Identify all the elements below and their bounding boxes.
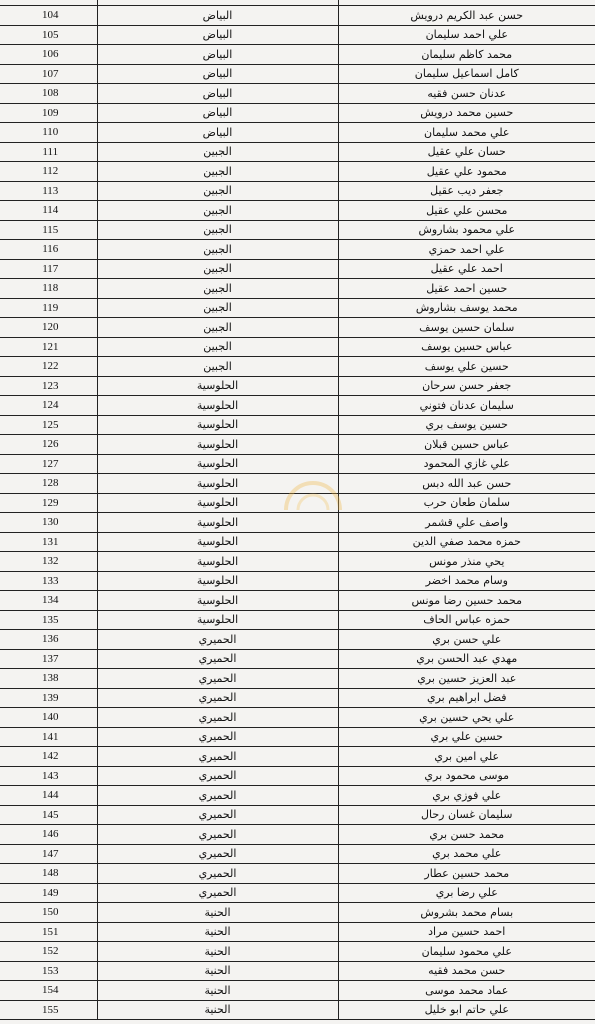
row-number: 110: [0, 123, 97, 143]
village-name: الجبين: [97, 357, 338, 377]
person-name: سليمان غسان رحال: [338, 805, 595, 825]
table-row: [0, 493, 595, 513]
village-name: الحميري: [97, 630, 338, 650]
village-name: البياض: [97, 84, 338, 104]
row-number: 106: [0, 45, 97, 65]
person-name: بسام محمد بشروش: [338, 903, 595, 923]
person-name: جعفر ديب عقيل: [338, 181, 595, 201]
table-row: [0, 883, 595, 903]
person-name: محسن علي عقيل: [338, 201, 595, 221]
row-number: 112: [0, 162, 97, 182]
table-row: [0, 688, 595, 708]
person-name: حسن محمد فقيه: [338, 961, 595, 981]
row-number: 131: [0, 532, 97, 552]
row-number: 113: [0, 181, 97, 201]
table-row: [0, 669, 595, 689]
person-name: عباس حسين قبلان: [338, 435, 595, 455]
table-row: [0, 708, 595, 728]
table-row: [0, 357, 595, 377]
person-name: محمد حسين رضا مونس: [338, 591, 595, 611]
table-row: [0, 1000, 595, 1020]
person-name: جعفر حسن سرحان: [338, 376, 595, 396]
row-number: 126: [0, 435, 97, 455]
village-name: الحميري: [97, 747, 338, 767]
person-name: محمد كاظم سليمان: [338, 45, 595, 65]
row-number: 149: [0, 883, 97, 903]
person-name: كامل اسماعيل سليمان: [338, 64, 595, 84]
person-name: علي حسن بري: [338, 630, 595, 650]
table-row: [0, 181, 595, 201]
row-number: 143: [0, 766, 97, 786]
village-name: الحنية: [97, 903, 338, 923]
village-name: البياض: [97, 103, 338, 123]
table-row: [0, 298, 595, 318]
person-name: علي محمود سليمان: [338, 942, 595, 962]
row-number: 111: [0, 142, 97, 162]
table-row: [0, 747, 595, 767]
table-row: [0, 786, 595, 806]
village-name: الحلوسية: [97, 454, 338, 474]
village-name: الحميري: [97, 883, 338, 903]
person-name: محمد حسن بري: [338, 825, 595, 845]
person-name: حسين علي بري: [338, 727, 595, 747]
row-number: 151: [0, 922, 97, 942]
row-number: 129: [0, 493, 97, 513]
row-number: 152: [0, 942, 97, 962]
person-name: احمد حسين مراد: [338, 922, 595, 942]
village-name: الحميري: [97, 825, 338, 845]
person-name: حسين يوسف بري: [338, 415, 595, 435]
person-name: احمد علي عقيل: [338, 259, 595, 279]
table-row: [0, 45, 595, 65]
row-number: 135: [0, 610, 97, 630]
row-number: 133: [0, 571, 97, 591]
table-row: [0, 942, 595, 962]
village-name: الجبين: [97, 181, 338, 201]
row-number: 148: [0, 864, 97, 884]
person-name: علي غازي المحمود: [338, 454, 595, 474]
table-row: [0, 591, 595, 611]
village-name: الجبين: [97, 240, 338, 260]
row-number: 134: [0, 591, 97, 611]
person-name: علي رضا بري: [338, 883, 595, 903]
person-name: مهدي عبد الحسن بري: [338, 649, 595, 669]
village-name: الحميري: [97, 864, 338, 884]
person-name: حمزه عباس الحاف: [338, 610, 595, 630]
village-name: الحنية: [97, 942, 338, 962]
village-name: الحلوسية: [97, 376, 338, 396]
table-row: [0, 805, 595, 825]
table-row: [0, 981, 595, 1001]
row-number: 146: [0, 825, 97, 845]
table-row: [0, 337, 595, 357]
row-number: 127: [0, 454, 97, 474]
village-name: الحلوسية: [97, 591, 338, 611]
row-number: 139: [0, 688, 97, 708]
table-row: [0, 64, 595, 84]
village-name: البياض: [97, 123, 338, 143]
person-name: علي يحي حسين بري: [338, 708, 595, 728]
village-name: الحلوسية: [97, 571, 338, 591]
table-row: [0, 766, 595, 786]
table-row: [0, 649, 595, 669]
row-number: 150: [0, 903, 97, 923]
table-row: [0, 376, 595, 396]
village-name: البياض: [97, 25, 338, 45]
village-name: الجبين: [97, 298, 338, 318]
village-name: الحميري: [97, 844, 338, 864]
row-number: 108: [0, 84, 97, 104]
person-name: حسين علي يوسف: [338, 357, 595, 377]
person-name: فضل ابراهيم بري: [338, 688, 595, 708]
table-row: [0, 103, 595, 123]
village-name: الجبين: [97, 201, 338, 221]
person-name: علي امين بري: [338, 747, 595, 767]
village-name: الجبين: [97, 220, 338, 240]
row-number: 120: [0, 318, 97, 338]
village-name: الجبين: [97, 318, 338, 338]
village-name: الحلوسية: [97, 610, 338, 630]
person-name: حسن عبد الله دبس: [338, 474, 595, 494]
row-number: 140: [0, 708, 97, 728]
row-number: 109: [0, 103, 97, 123]
table-row: [0, 201, 595, 221]
village-name: الحميري: [97, 727, 338, 747]
row-number: 124: [0, 396, 97, 416]
table-row: [0, 825, 595, 845]
table-row: [0, 454, 595, 474]
row-number: 115: [0, 220, 97, 240]
village-name: الحلوسية: [97, 513, 338, 533]
person-name: يحي منذر مونس: [338, 552, 595, 572]
row-number: 147: [0, 844, 97, 864]
table-row: [0, 630, 595, 650]
row-number: 155: [0, 1000, 97, 1020]
person-name: علي محمد بري: [338, 844, 595, 864]
village-name: البياض: [97, 45, 338, 65]
row-number: 122: [0, 357, 97, 377]
village-name: الحلوسية: [97, 552, 338, 572]
village-name: الحلوسية: [97, 415, 338, 435]
village-name: الحلوسية: [97, 474, 338, 494]
table-row: [0, 84, 595, 104]
row-number: 119: [0, 298, 97, 318]
village-name: الحنية: [97, 981, 338, 1001]
person-name: حسين محمد درويش: [338, 103, 595, 123]
table-row: [0, 415, 595, 435]
village-name: الحميري: [97, 786, 338, 806]
row-number: 125: [0, 415, 97, 435]
person-name: حسان علي عقيل: [338, 142, 595, 162]
table-row: [0, 513, 595, 533]
village-name: الحلوسية: [97, 493, 338, 513]
village-name: الحميري: [97, 805, 338, 825]
table-row: [0, 396, 595, 416]
table-row: [0, 571, 595, 591]
village-name: الحميري: [97, 669, 338, 689]
table-row: [0, 552, 595, 572]
table-row: [0, 318, 595, 338]
row-number: 138: [0, 669, 97, 689]
table-row: [0, 903, 595, 923]
person-name: حسن عبد الكريم درويش: [338, 6, 595, 26]
person-name: عباس حسين يوسف: [338, 337, 595, 357]
table-row: [0, 25, 595, 45]
table-row: [0, 220, 595, 240]
person-name: سليمان عدنان فتوني: [338, 396, 595, 416]
person-name: واصف علي قشمر: [338, 513, 595, 533]
row-number: 107: [0, 64, 97, 84]
village-name: الجبين: [97, 162, 338, 182]
person-name: علي احمد حمزي: [338, 240, 595, 260]
person-name: علي محمود بشاروش: [338, 220, 595, 240]
row-number: 141: [0, 727, 97, 747]
table-row: [0, 142, 595, 162]
row-number: 118: [0, 279, 97, 299]
person-name: علي احمد سليمان: [338, 25, 595, 45]
village-name: الحلوسية: [97, 396, 338, 416]
row-number: 130: [0, 513, 97, 533]
table-row: [0, 474, 595, 494]
village-name: الحلوسية: [97, 435, 338, 455]
table-row: [0, 727, 595, 747]
row-number: 117: [0, 259, 97, 279]
row-number: 142: [0, 747, 97, 767]
person-name: عدنان حسن فقيه: [338, 84, 595, 104]
row-number: 136: [0, 630, 97, 650]
person-name: عماد محمد موسى: [338, 981, 595, 1001]
village-name: الجبين: [97, 337, 338, 357]
row-number: 128: [0, 474, 97, 494]
village-name: الحنية: [97, 961, 338, 981]
row-number: 132: [0, 552, 97, 572]
person-name: علي محمد سليمان: [338, 123, 595, 143]
table-row: [0, 844, 595, 864]
table-row: [0, 922, 595, 942]
table-row: [0, 123, 595, 143]
row-number: 104: [0, 6, 97, 26]
person-name: عبد العزيز حسين بري: [338, 669, 595, 689]
village-name: الحميري: [97, 708, 338, 728]
table-row: [0, 6, 595, 26]
table-row: [0, 961, 595, 981]
row-number: 114: [0, 201, 97, 221]
person-name: سلمان حسين يوسف: [338, 318, 595, 338]
village-name: الحميري: [97, 766, 338, 786]
person-name: وسام محمد اخضر: [338, 571, 595, 591]
person-name: حمزه محمد صفي الدين: [338, 532, 595, 552]
table-row: [0, 240, 595, 260]
village-name: الجبين: [97, 142, 338, 162]
person-name: علي حاتم ابو خليل: [338, 1000, 595, 1020]
village-name: البياض: [97, 6, 338, 26]
person-name: علي فوزي بري: [338, 786, 595, 806]
row-number: 153: [0, 961, 97, 981]
village-name: الجبين: [97, 279, 338, 299]
row-number: 123: [0, 376, 97, 396]
person-name: محمد يوسف بشاروش: [338, 298, 595, 318]
table-row: [0, 279, 595, 299]
village-name: الحلوسية: [97, 532, 338, 552]
row-number: 137: [0, 649, 97, 669]
person-name: سلمان طعان حرب: [338, 493, 595, 513]
village-name: البياض: [97, 64, 338, 84]
table-row: [0, 864, 595, 884]
row-number: 105: [0, 25, 97, 45]
village-name: الحميري: [97, 649, 338, 669]
village-name: الحميري: [97, 688, 338, 708]
person-name: حسين احمد عقيل: [338, 279, 595, 299]
person-name: محمد حسين عطار: [338, 864, 595, 884]
village-name: الجبين: [97, 259, 338, 279]
table-row: [0, 532, 595, 552]
person-name: موسى محمود بري: [338, 766, 595, 786]
table-row: [0, 259, 595, 279]
village-name: الحنية: [97, 1000, 338, 1020]
person-name: محمود علي عقيل: [338, 162, 595, 182]
village-name: الحنية: [97, 922, 338, 942]
table-row: [0, 162, 595, 182]
table-row: [0, 435, 595, 455]
row-number: 121: [0, 337, 97, 357]
row-number: 116: [0, 240, 97, 260]
row-number: 144: [0, 786, 97, 806]
table-row: [0, 610, 595, 630]
row-number: 154: [0, 981, 97, 1001]
row-number: 145: [0, 805, 97, 825]
